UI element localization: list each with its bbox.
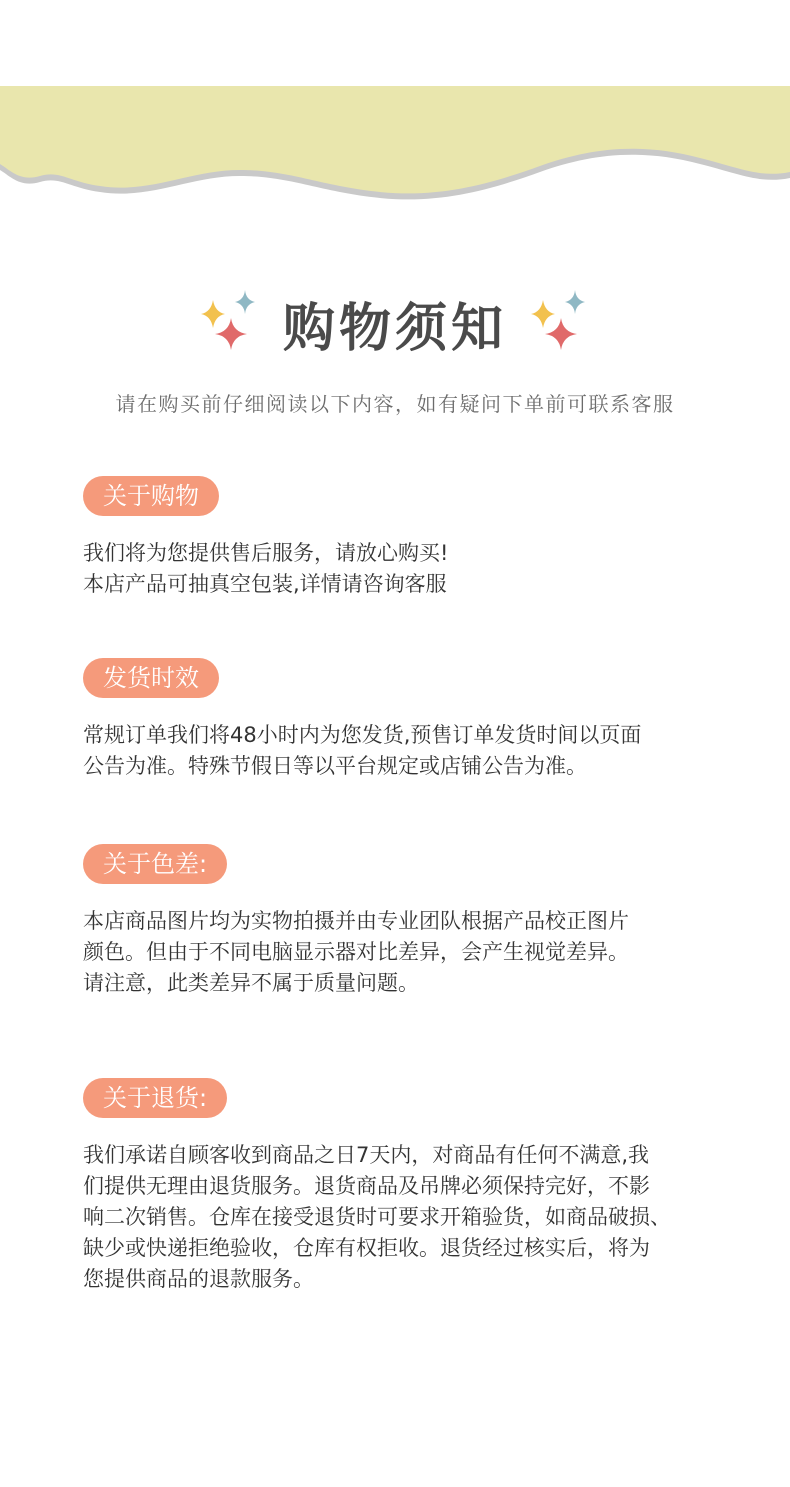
paragraph-line: 公告为准。特殊节假日等以平台规定或店铺公告为准。	[83, 754, 587, 778]
paragraph-line: 请注意，此类差异不属于质量问题。	[83, 971, 419, 995]
title-row	[0, 288, 790, 358]
paragraph-line: 我们承诺自顾客收到商品之日7天内，对商品有任何不满意,我	[83, 1143, 650, 1167]
paragraph-line: 常规订单我们将48小时内为您发货,预售订单发货时间以页面	[83, 723, 642, 747]
sparkle-right-icon	[525, 288, 595, 358]
section-body	[83, 720, 743, 782]
sparkle-left-icon	[195, 288, 265, 358]
section-label: 关于色差:	[83, 844, 227, 884]
paragraph-line: 我们将为您提供售后服务，请放心购买!	[83, 541, 449, 565]
section-label: 关于退货:	[83, 1078, 227, 1118]
paragraph-line: 们提供无理由退货服务。退货商品及吊牌必须保持完好，不影	[83, 1174, 650, 1198]
banner-wave	[0, 86, 790, 216]
paragraph-line: 您提供商品的退款服务。	[83, 1267, 314, 1291]
section-color-difference	[83, 844, 743, 999]
page-title: 购物须知	[282, 298, 507, 359]
paragraph-line: 颜色。但由于不同电脑显示器对比差异，会产生视觉差异。	[83, 940, 629, 964]
section-shopping	[83, 476, 743, 600]
section-label: 关于购物	[83, 476, 219, 516]
paragraph-line: 本店产品可抽真空包装,详情请咨询客服	[83, 572, 447, 596]
paragraph-line: 缺少或快递拒绝验收，仓库有权拒收。退货经过核实后，将为	[83, 1236, 650, 1260]
section-label: 发货时效	[83, 658, 219, 698]
paragraph-line: 本店商品图片均为实物拍摄并由专业团队根据产品校正图片	[83, 909, 629, 933]
section-body	[83, 538, 743, 600]
page-subtitle: 请在购买前仔细阅读以下内容，如有疑问下单前可联系客服	[115, 392, 675, 416]
section-shipping	[83, 658, 743, 782]
paragraph-line: 响二次销售。仓库在接受退货时可要求开箱验货，如商品破损、	[83, 1205, 671, 1229]
section-returns	[83, 1078, 743, 1295]
section-body	[83, 1140, 743, 1295]
section-body	[83, 906, 743, 999]
